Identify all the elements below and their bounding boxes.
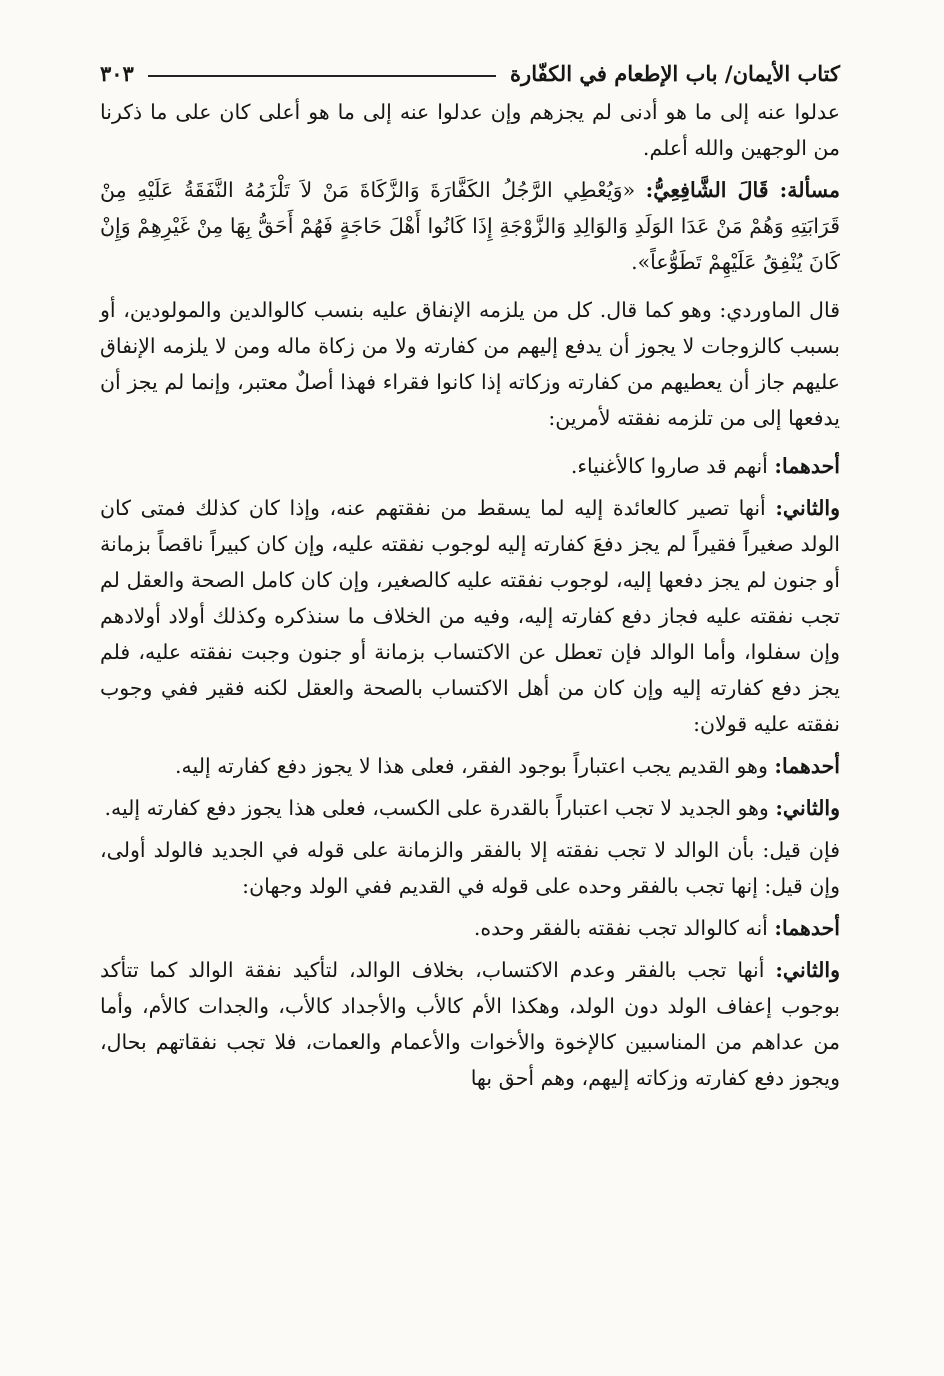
paragraph-text: أنه كالوالد تجب نفقته بالفقر وحده. [473, 916, 768, 940]
paragraph [100, 292, 840, 436]
paragraph-lead: والثاني: [775, 958, 840, 982]
header-rule [148, 75, 496, 77]
paragraph [100, 790, 840, 826]
paragraph [100, 448, 840, 484]
paragraph [100, 952, 840, 1096]
paragraph [100, 490, 840, 742]
paragraph-text: قال الماوردي: وهو كما قال. كل من يلزمه الإنفاق عليه بنسب كالوالدين والمولودين، أو بسبب كالزوجات لا يجوز أن يدفع إليهم من كفارته ولا من زكاة ماله ومن لا يلزمه الإنفاق عليهم جاز أن يعطيهم من كفارته وزكاته إذا كانوا فقراء فهذا أصلٌ معتبر، وإنما لم يجز أن يدفعها إلى من تلزمه نفقته لأمرين: [100, 298, 840, 430]
paragraph-lead: والثاني: [775, 796, 840, 820]
paragraph-text: عدلوا عنه إلى ما هو أدنى لم يجزهم وإن عدلوا عنه إلى ما هو أعلى كان على ما ذكرنا من الوجهين والله أعلم. [100, 100, 840, 160]
paragraph-lead: أحدهما: [774, 454, 840, 478]
paragraph [100, 832, 840, 904]
header-title: كتاب الأيمان/ باب الإطعام في الكفّارة [510, 60, 840, 86]
paragraph-text: وهو الجديد لا تجب اعتباراً بالقدرة على الكسب، فعلى هذا يجوز دفع كفارته إليه. [104, 796, 769, 820]
paragraph [100, 748, 840, 784]
paragraph-text: وهو القديم يجب اعتباراً بوجود الفقر، فعلى هذا لا يجوز دفع كفارته إليه. [175, 754, 768, 778]
paragraph-text: أنها تجب بالفقر وعدم الاكتساب، بخلاف الوالد، لتأكيد نفقة الوالد كما تتأكد بوجوب إعفاف الولد دون الولد، وهكذا الأم كالأب والأجداد كالأب، والجدات كالأم، وأما من عداهم من المناسبين كالإخوة والأخوات والأعمام والعمات، فلا تجب نفقاتهم بحال، ويجوز دفع كفارته وزكاته إليهم، وهم أحق بها [100, 958, 840, 1090]
paragraph-text: أنهم قد صاروا كالأغنياء. [570, 454, 768, 478]
paragraph-lead: والثاني: [775, 496, 840, 520]
running-header [100, 58, 840, 88]
paragraph [100, 94, 840, 166]
paragraph-text: أنها تصير كالعائدة إليه لما يسقط من نفقتهم عنه، وإذا كان كذلك فمتى كان الولد صغيراً فقيراً لم يجز دفعَ كفارته إليه لوجوب نفقته عليه، وإن كان كبيراً ناقصاً بزمانة أو جنون لم يجز دفعها إليه، لوجوب نفقته عليه كالصغير، وإن كان كامل الصحة والعقل لم تجب نفقته عليه فجاز دفع كفارته إليه، وفيه من الخلاف ما سنذكره وكذلك أولاد أولادهم وإن سفلوا، وأما الوالد فإن تعطل عن الاكتساب بزمانة أو جنون وجبت نفقته عليه، فلم يجز دفع كفارته إليه وإن كان من أهل الاكتساب بالصحة والعقل لكنه فقير ففي وجوب نفقته عليه قولان: [100, 496, 840, 736]
shafii-quote: «وَيُعْطِي الرَّجُلُ الكَفَّارَةَ وَالزَّكَاةَ مَنْ لاَ تَلْزَمُهُ النَّفَقَةُ عَلَيْهِ مِنْ قَرَابَتِهِ وَهُمْ مَنْ عَدَا الوَلَدِ وَالوَالِدِ وَالزَّوْجَةِ إِذَا كَانُوا أَهْلَ حَاجَةٍ فَهُمْ أَحَقُّ بِهَا مِنْ غَيْرِهِمْ وَإِنْ كَانَ يُنْفِقُ عَلَيْهِمْ تَطَوُّعاً». [100, 178, 840, 274]
page-number: ٣٠٣ [100, 60, 134, 86]
paragraph-masala [100, 172, 840, 280]
paragraph-lead: أحدهما: [774, 916, 840, 940]
paragraph-lead: مسألة: قَالَ الشَّافِعِيُّ: [645, 178, 840, 202]
paragraph-lead: أحدهما: [774, 754, 840, 778]
paragraph [100, 910, 840, 946]
paragraph-text: فإن قيل: بأن الوالد لا تجب نفقته إلا بالفقر والزمانة على قوله في الجديد فالولد أولى، وإن قيل: إنها تجب بالفقر وحده على قوله في القديم ففي الولد وجهان: [100, 838, 840, 898]
